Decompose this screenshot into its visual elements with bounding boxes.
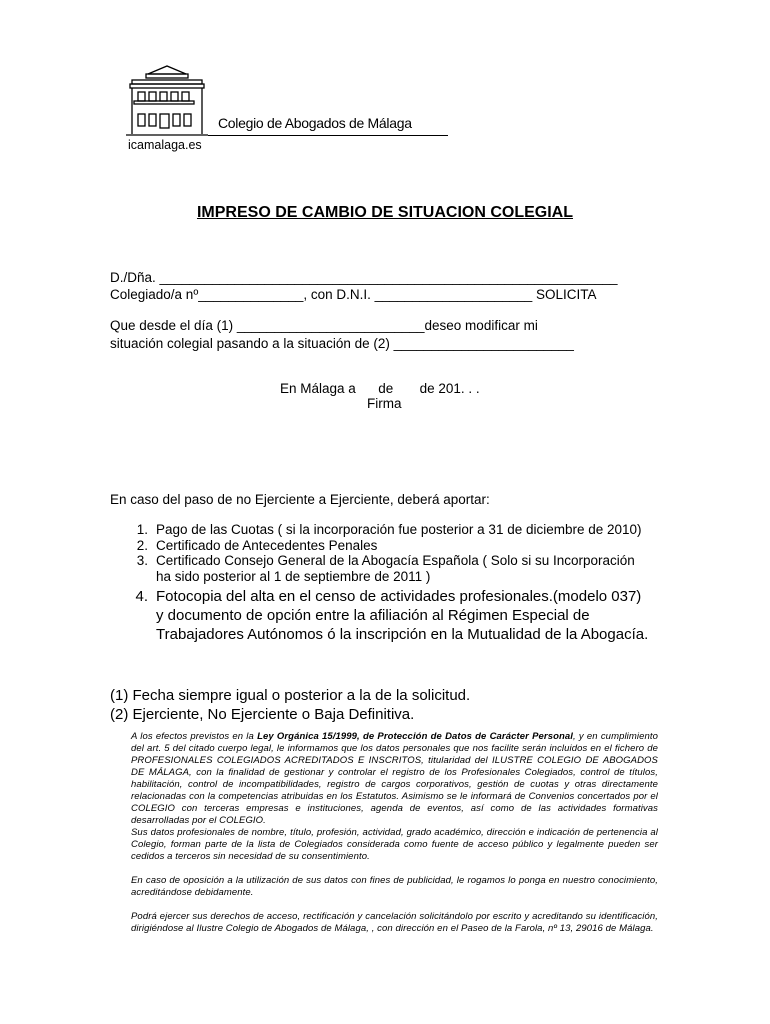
requirements-intro: En caso del paso de no Ejerciente a Ejerciente, deberá aportar: [110, 492, 490, 507]
list-item-text: Certificado Consejo General de la Abogacía Española ( Solo si su Incorporación ha sido posterior al 1 de septiembre de 2011 ) [156, 553, 635, 584]
list-item-number: 1. [136, 522, 148, 537]
signature-block [280, 381, 480, 411]
list-item-number: 2. [136, 537, 148, 553]
legal-paragraph-4: Podrá ejercer sus derechos de acceso, rectificación y cancelación solicitándolo por escrito y acreditando su identificación, dirigiéndose al Ilustre Colegio de Abogados de Málaga, , con dirección en el Paseo de la Farola, nº 13, 29016 de Málaga. [131, 911, 658, 934]
list-item [110, 587, 650, 644]
legal-text: A los efectos previstos en la [131, 731, 258, 742]
footnote-2: (2) Ejerciente, No Ejerciente o Baja Definitiva. [110, 706, 415, 723]
legal-notice [131, 731, 658, 935]
legal-paragraph-2: Sus datos profesionales de nombre, título, profesión, actividad, grado académico, dirección e indicación de pertenencia al Colegio, forman parte de la lista de Colegiados considerada como fuente de acceso público y legalmente pueden ser cedidos a terceros sin necesidad de su consentimiento. [131, 827, 658, 862]
name-line: D./Dña. _____________________________________________________________ [110, 270, 618, 285]
requirements-list [110, 522, 650, 644]
date-request-line: Que desde el día (1) _________________________deseo modificar mi [110, 318, 538, 333]
list-item-text: Fotocopia del alta en el censo de actividades profesionales.(modelo 037) y documento de opción entre la afiliación al Régimen Especial de Trabajadores Autónomos ó la inscripción en la Mutualidad de la Abogacía. [156, 588, 649, 643]
list-item [110, 553, 650, 584]
colegiado-dni-line: Colegiado/a nº______________, con D.N.I. _____________________ SOLICITA [110, 287, 597, 302]
footnote-1: (1) Fecha siempre igual o posterior a la de la solicitud. [110, 687, 471, 704]
list-item-number: 4. [135, 588, 148, 605]
website-label: icamalaga.es [128, 138, 202, 152]
legal-text: , y en cumplimiento del art. 5 del citado cuerpo legal, le informamos que los datos personales que nos facilite serán incluidos en el fichero de PROFESIONALES COLEGIADOS ACREDITADOS E INSCRITOS, titularidad del ILUSTRE COLEGIO DE ABOGADOS DE MÁLAGA, con la finalidad de gestionar y controlar el registro de los Profesionales Colegiados, control de títulos, habilitación, control de incompatibilidades, registro de cargos corporativos, gestión de cuotas y otras directamente relacionadas con la competencias atribuidas en los Estatutos. Asimismo se le informará de Convenios concertados por el COLEGIO con terceras empresas e instituciones, agenda de eventos, así como de las actividades formativas desarrolladas por el COLEGIO. [131, 731, 658, 826]
footnotes [110, 686, 470, 724]
situation-line: situación colegial pasando a la situación de (2) ________________________ [110, 336, 574, 351]
legal-paragraph-1 [131, 731, 658, 827]
list-item [110, 522, 650, 538]
signature-label: Firma [367, 396, 402, 411]
list-item-text: Certificado de Antecedentes Penales [156, 537, 378, 553]
place-date-line: En Málaga a de de 201. . . [280, 381, 480, 396]
list-item-number: 3. [136, 553, 148, 568]
list-item [110, 538, 650, 554]
document-title: IMPRESO DE CAMBIO DE SITUACION COLEGIAL [196, 204, 573, 221]
legal-paragraph-3: En caso de oposición a la utilización de sus datos con fines de publicidad, le rogamos lo ponga en nuestro conocimiento, acreditándose debidamente. [131, 875, 658, 898]
list-item-text: Pago de las Cuotas ( si la incorporación fue posterior a 31 de diciembre de 2010) [156, 522, 642, 537]
building-logo-icon [122, 64, 212, 138]
header-divider [208, 135, 448, 136]
organization-name: Colegio de Abogados de Málaga [218, 115, 412, 131]
law-reference: Ley Orgánica 15/1999, de Protección de Datos de Carácter Personal [257, 731, 574, 742]
